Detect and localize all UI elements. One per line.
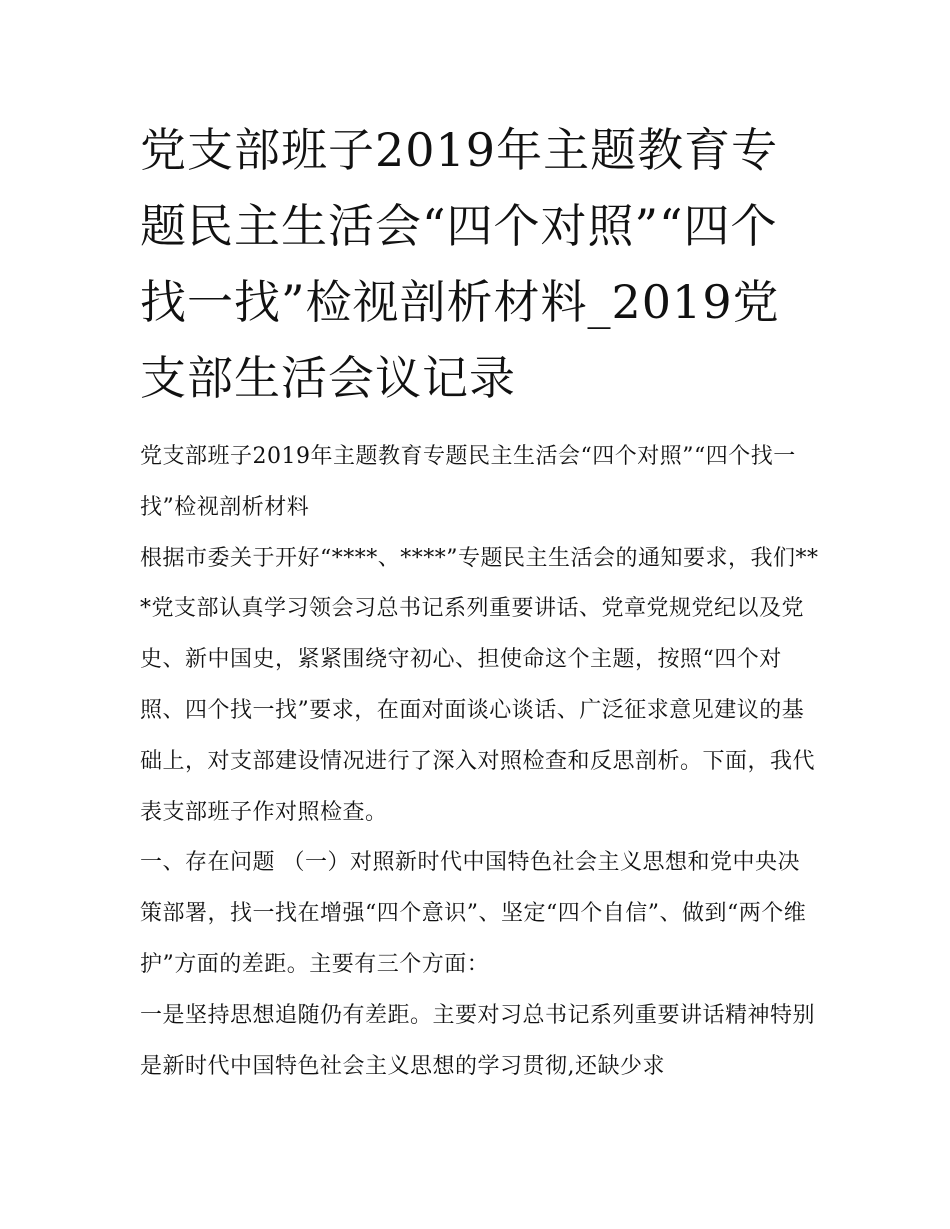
paragraph-subtitle: 党支部班子2019年主题教育专题民主生活会“四个对照”“四个找一找”检视剖析材料 bbox=[140, 444, 796, 520]
paragraph-intro: 根据市委关于开好“****、****”专题民主生活会的通知要求，我们***党支部认真学习领会习总书记系列重要讲话、党章党规党纪以及党史、新中国史，紧紧围绕守初心、担使命这个主题，按照“四个对照、四个找一找”要求，在面对面谈心谈话、广泛征求意见建议的基础上，对支部建设情况进行了深入对照检查和反思剖析。下面，我代表支部班子作对照检查。 bbox=[140, 545, 819, 825]
document-title: 党支部班子2019年主题教育专题民主生活会“四个对照”“四个找一找”检视剖析材料_2019党支部生活会议记录 bbox=[140, 123, 780, 405]
paragraph-section-one: 一、存在问题 （一）对照新时代中国特色社会主义思想和党中央决策部署，找一找在增强“四个意识”、坚定“四个自信”、做到“两个维护”方面的差距。主要有三个方面： bbox=[140, 850, 807, 977]
paragraph-point-one: 一是坚持思想追随仍有差距。主要对习总书记系列重要讲话精神特别是新时代中国特色社会主义思想的学习贯彻,还缺少求 bbox=[140, 1002, 816, 1079]
document-body bbox=[140, 432, 820, 1092]
